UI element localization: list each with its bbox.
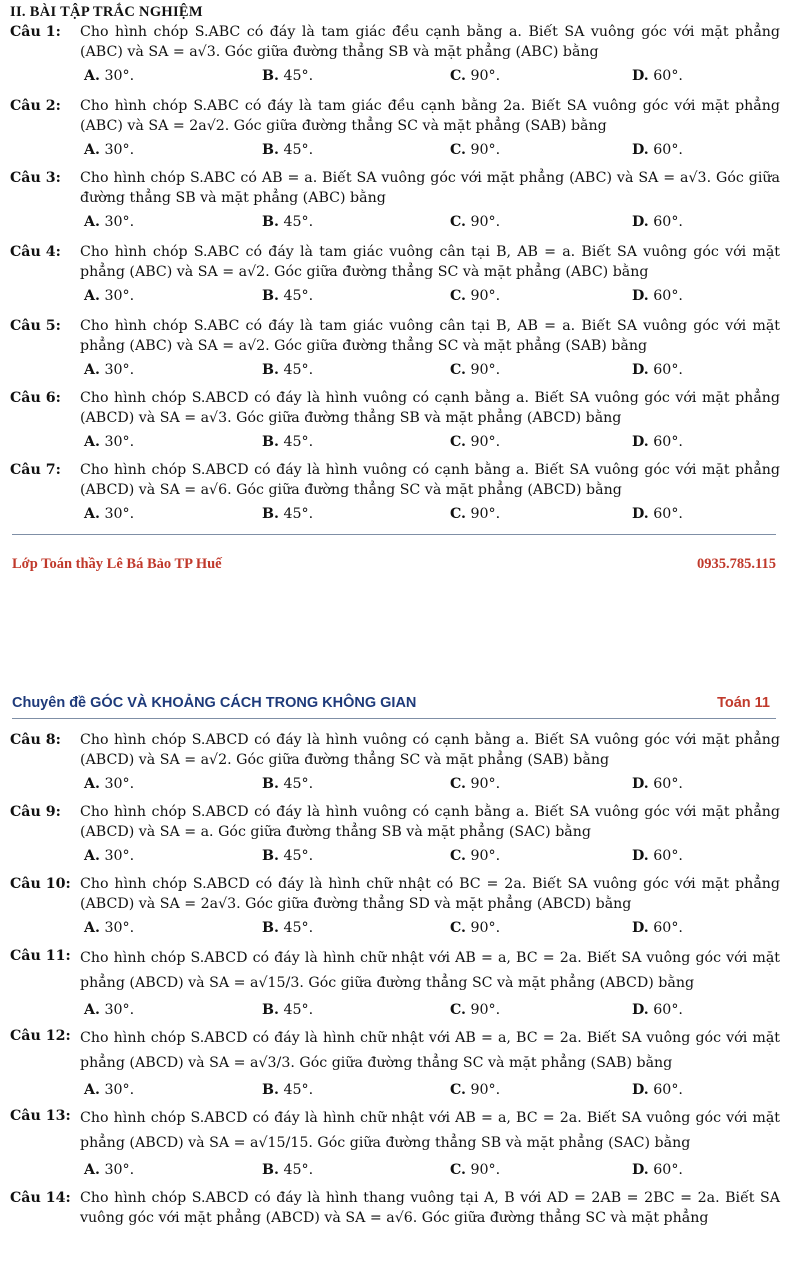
- question-11: [10, 946, 780, 1022]
- answer-options: [84, 286, 780, 308]
- option-d[interactable]: D. 60°.: [632, 434, 683, 450]
- question-2: [10, 96, 780, 162]
- option-a[interactable]: A. 30°.: [84, 1082, 135, 1098]
- option-a[interactable]: A. 30°.: [84, 920, 135, 936]
- option-b[interactable]: B. 45°.: [262, 1082, 314, 1098]
- question-13: [10, 1106, 780, 1182]
- option-c[interactable]: C. 90°.: [450, 1082, 501, 1098]
- option-c[interactable]: C. 90°.: [450, 848, 501, 864]
- option-a[interactable]: A. 30°.: [84, 68, 135, 84]
- answer-options: [84, 66, 780, 88]
- question-text: Cho hình chóp S.ABCD có đáy là hình vuông có cạnh bằng a. Biết SA vuông góc với mặt phẳng (ABCD) và SA = a. Góc giữa đường thẳng SB và mặt phẳng (SAC) bằng: [80, 804, 780, 840]
- page-footer: [12, 556, 776, 573]
- option-a[interactable]: A. 30°.: [84, 434, 135, 450]
- question-8: [10, 730, 780, 796]
- footer-left: Lớp Toán thầy Lê Bá Bảo TP Huế: [12, 556, 222, 572]
- option-a[interactable]: A. 30°.: [84, 214, 135, 230]
- question-text: Cho hình chóp S.ABCD có đáy là hình vuông có cạnh bằng a. Biết SA vuông góc với mặt phẳng (ABCD) và SA = a√6. Góc giữa đường thẳng SC và mặt phẳng (ABCD) bằng: [80, 462, 780, 498]
- question-text: Cho hình chóp S.ABCD có đáy là hình chữ nhật với AB = a, BC = 2a. Biết SA vuông góc với mặt phẳng (ABCD) và SA = a√15/15. Góc giữa đường thẳng SB và mặt phẳng (SAC) bằng: [80, 1110, 780, 1151]
- question-label: Câu 12:: [10, 1028, 71, 1044]
- question-1: [10, 22, 780, 88]
- question-label: Câu 5:: [10, 318, 61, 334]
- question-12: [10, 1026, 780, 1102]
- answer-options: [84, 1000, 780, 1022]
- question-label: Câu 2:: [10, 98, 61, 114]
- question-text: Cho hình chóp S.ABCD có đáy là hình chữ nhật có BC = 2a. Biết SA vuông góc với mặt phẳng (ABCD) và SA = 2a√3. Góc giữa đường thẳng SD và mặt phẳng (ABCD) bằng: [80, 876, 780, 912]
- option-a[interactable]: A. 30°.: [84, 362, 135, 378]
- option-b[interactable]: B. 45°.: [262, 506, 314, 522]
- answer-options: [84, 432, 780, 454]
- option-c[interactable]: C. 90°.: [450, 1162, 501, 1178]
- question-3: [10, 168, 780, 234]
- option-a[interactable]: A. 30°.: [84, 506, 135, 522]
- question-label: Câu 9:: [10, 804, 61, 820]
- option-d[interactable]: D. 60°.: [632, 142, 683, 158]
- option-c[interactable]: C. 90°.: [450, 1002, 501, 1018]
- option-c[interactable]: C. 90°.: [450, 920, 501, 936]
- option-a[interactable]: A. 30°.: [84, 288, 135, 304]
- section-title: II. BÀI TẬP TRẮC NGHIỆM: [10, 4, 203, 20]
- option-d[interactable]: D. 60°.: [632, 362, 683, 378]
- question-10: [10, 874, 780, 940]
- question-label: Câu 1:: [10, 24, 61, 40]
- answer-options: [84, 1080, 780, 1102]
- option-b[interactable]: B. 45°.: [262, 214, 314, 230]
- question-9: [10, 802, 780, 868]
- question-label: Câu 6:: [10, 390, 61, 406]
- question-text: Cho hình chóp S.ABCD có đáy là hình chữ nhật với AB = a, BC = 2a. Biết SA vuông góc với mặt phẳng (ABCD) và SA = a√3/3. Góc giữa đường thẳng SC và mặt phẳng (SAB) bằng: [80, 1030, 780, 1071]
- page-header: [12, 695, 776, 711]
- option-a[interactable]: A. 30°.: [84, 142, 135, 158]
- option-b[interactable]: B. 45°.: [262, 848, 314, 864]
- option-c[interactable]: C. 90°.: [450, 214, 501, 230]
- footer-phone: 0935.785.115: [697, 556, 776, 572]
- answer-options: [84, 212, 780, 234]
- question-text: Cho hình chóp S.ABCD có đáy là hình chữ nhật với AB = a, BC = 2a. Biết SA vuông góc với mặt phẳng (ABCD) và SA = a√15/3. Góc giữa đường thẳng SC và mặt phẳng (ABCD) bằng: [80, 950, 780, 991]
- option-b[interactable]: B. 45°.: [262, 68, 314, 84]
- question-label: Câu 8:: [10, 732, 61, 748]
- option-d[interactable]: D. 60°.: [632, 1162, 683, 1178]
- question-label: Câu 14:: [10, 1190, 71, 1206]
- footer-rule: [12, 534, 776, 535]
- option-d[interactable]: D. 60°.: [632, 848, 683, 864]
- option-c[interactable]: C. 90°.: [450, 434, 501, 450]
- option-d[interactable]: D. 60°.: [632, 1002, 683, 1018]
- question-14: [10, 1188, 780, 1228]
- question-label: Câu 7:: [10, 462, 61, 478]
- option-d[interactable]: D. 60°.: [632, 288, 683, 304]
- option-d[interactable]: D. 60°.: [632, 1082, 683, 1098]
- question-label: Câu 10:: [10, 876, 71, 892]
- option-b[interactable]: B. 45°.: [262, 362, 314, 378]
- header-subject: Toán 11: [717, 695, 770, 711]
- question-label: Câu 11:: [10, 948, 71, 964]
- option-a[interactable]: A. 30°.: [84, 776, 135, 792]
- option-d[interactable]: D. 60°.: [632, 776, 683, 792]
- question-text: Cho hình chóp S.ABC có đáy là tam giác vuông cân tại B, AB = a. Biết SA vuông góc với mặt phẳng (ABC) và SA = a√2. Góc giữa đường thẳng SC và mặt phẳng (ABC) bằng: [80, 244, 780, 280]
- option-d[interactable]: D. 60°.: [632, 506, 683, 522]
- option-d[interactable]: D. 60°.: [632, 214, 683, 230]
- question-text: Cho hình chóp S.ABCD có đáy là hình thang vuông tại A, B với AD = 2AB = 2BC = 2a. Biết SA vuông góc với mặt phẳng (ABCD) và SA = a√6. Góc giữa đường thẳng SC và mặt phẳng: [80, 1190, 780, 1226]
- option-c[interactable]: C. 90°.: [450, 288, 501, 304]
- answer-options: [84, 360, 780, 382]
- option-d[interactable]: D. 60°.: [632, 68, 683, 84]
- question-text: Cho hình chóp S.ABCD có đáy là hình vuông có cạnh bằng a. Biết SA vuông góc với mặt phẳng (ABCD) và SA = a√3. Góc giữa đường thẳng SB và mặt phẳng (ABCD) bằng: [80, 390, 780, 426]
- question-label: Câu 3:: [10, 170, 61, 186]
- question-text: Cho hình chóp S.ABC có đáy là tam giác đều cạnh bằng a. Biết SA vuông góc với mặt phẳng (ABC) và SA = a√3. Góc giữa đường thẳng SB và mặt phẳng (ABC) bằng: [80, 24, 780, 60]
- option-b[interactable]: B. 45°.: [262, 142, 314, 158]
- option-b[interactable]: B. 45°.: [262, 1002, 314, 1018]
- question-5: [10, 316, 780, 382]
- option-b[interactable]: B. 45°.: [262, 920, 314, 936]
- answer-options: [84, 1160, 780, 1182]
- question-7: [10, 460, 780, 526]
- header-rule: [12, 718, 776, 719]
- option-b[interactable]: B. 45°.: [262, 1162, 314, 1178]
- question-label: Câu 4:: [10, 244, 61, 260]
- option-b[interactable]: B. 45°.: [262, 288, 314, 304]
- answer-options: [84, 774, 780, 796]
- option-a[interactable]: A. 30°.: [84, 1162, 135, 1178]
- option-c[interactable]: C. 90°.: [450, 362, 501, 378]
- option-b[interactable]: B. 45°.: [262, 776, 314, 792]
- question-text: Cho hình chóp S.ABCD có đáy là hình vuông có cạnh bằng a. Biết SA vuông góc với mặt phẳng (ABCD) và SA = a√2. Góc giữa đường thẳng SC và mặt phẳng (SAB) bằng: [80, 732, 780, 768]
- option-a[interactable]: A. 30°.: [84, 848, 135, 864]
- answer-options: [84, 846, 780, 868]
- option-c[interactable]: C. 90°.: [450, 142, 501, 158]
- question-text: Cho hình chóp S.ABC có AB = a. Biết SA vuông góc với mặt phẳng (ABC) và SA = a√3. Góc giữa đường thẳng SB và mặt phẳng (ABC) bằng: [80, 170, 780, 206]
- option-d[interactable]: D. 60°.: [632, 920, 683, 936]
- option-c[interactable]: C. 90°.: [450, 776, 501, 792]
- option-a[interactable]: A. 30°.: [84, 1002, 135, 1018]
- question-6: [10, 388, 780, 454]
- answer-options: [84, 504, 780, 526]
- answer-options: [84, 140, 780, 162]
- answer-options: [84, 918, 780, 940]
- question-text: Cho hình chóp S.ABC có đáy là tam giác vuông cân tại B, AB = a. Biết SA vuông góc với mặt phẳng (ABC) và SA = a√2. Góc giữa đường thẳng SC và mặt phẳng (SAB) bằng: [80, 318, 780, 354]
- question-4: [10, 242, 780, 308]
- option-c[interactable]: C. 90°.: [450, 506, 501, 522]
- header-title: Chuyên đề GÓC VÀ KHOẢNG CÁCH TRONG KHÔNG GIAN: [12, 695, 417, 711]
- question-text: Cho hình chóp S.ABC có đáy là tam giác đều cạnh bằng 2a. Biết SA vuông góc với mặt phẳng (ABC) và SA = 2a√2. Góc giữa đường thẳng SC và mặt phẳng (SAB) bằng: [80, 98, 780, 134]
- option-b[interactable]: B. 45°.: [262, 434, 314, 450]
- option-c[interactable]: C. 90°.: [450, 68, 501, 84]
- question-label: Câu 13:: [10, 1108, 71, 1124]
